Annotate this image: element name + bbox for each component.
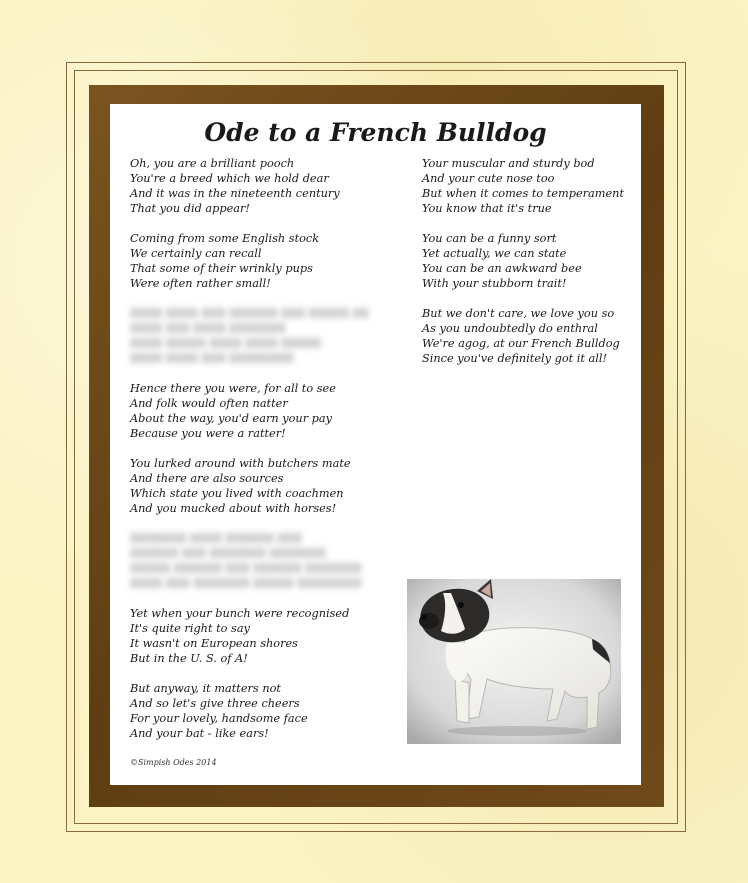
french-bulldog-photo xyxy=(407,579,621,744)
poem-line: You can be a funny sort xyxy=(422,232,557,245)
poem-line: Because you were a ratter! xyxy=(130,427,286,440)
poem-line: And your cute nose too xyxy=(422,172,555,185)
blurred-line: XXXX XXXX XXX XXXXXXXX xyxy=(130,352,294,365)
stanza xyxy=(130,681,375,741)
poem-line: Hence there you were, for all to see xyxy=(130,382,336,395)
poem-line: With your stubborn trait! xyxy=(422,277,567,290)
poem-line: But anyway, it matters not xyxy=(130,682,281,695)
poem-line: We certainly can recall xyxy=(130,247,262,260)
copyright-notice: ©Simpish Odes 2014 xyxy=(130,758,217,767)
left-column xyxy=(130,156,375,756)
poem-line: And so let's give three cheers xyxy=(130,697,300,710)
poem-line: Since you've definitely got it all! xyxy=(422,352,608,365)
poem-line: For your lovely, handsome face xyxy=(130,712,308,725)
blurred-line: XXXX XXXX XXX XXXXXX XXX XXXXX XX xyxy=(130,307,369,320)
poem-line: Were often rather small! xyxy=(130,277,271,290)
stanza xyxy=(422,156,637,216)
poem-line: But we don't care, we love you so xyxy=(422,307,615,320)
poem-line: And there are also sources xyxy=(130,472,284,485)
poem-line: And you mucked about with horses! xyxy=(130,502,337,515)
stanza xyxy=(130,381,375,441)
blurred-stanza xyxy=(130,531,375,591)
poem-line: You can be an awkward bee xyxy=(422,262,582,275)
poem-line: Oh, you are a brilliant pooch xyxy=(130,157,295,170)
stanza xyxy=(130,456,375,516)
poem-title: Ode to a French Bulldog xyxy=(204,118,547,147)
poem-line: About the way, you'd earn your pay xyxy=(130,412,333,425)
blurred-line: XXXX XXX XXXXXXX XXXXX XXXXXXXX xyxy=(130,577,362,590)
poem-line: It's quite right to say xyxy=(130,622,250,635)
poem-sheet xyxy=(110,104,641,785)
poem-line: Coming from some English stock xyxy=(130,232,320,245)
poem-line: You're a breed which we hold dear xyxy=(130,172,329,185)
blurred-line: XXXXXXX XXXX XXXXXX XXX xyxy=(130,532,302,545)
blurred-line: XXXXX XXXXXX XXX XXXXXX XXXXXXX xyxy=(130,562,362,575)
poem-line: As you undoubtedly do enthral xyxy=(422,322,598,335)
blurred-stanza xyxy=(130,306,375,366)
stanza xyxy=(130,606,375,666)
stanza xyxy=(422,231,637,291)
poem-line: Yet when your bunch were recognised xyxy=(130,607,350,620)
poem-line: Yet actually, we can state xyxy=(422,247,567,260)
poem-line: That some of their wrinkly pups xyxy=(130,262,313,275)
poem-line: Your muscular and sturdy bod xyxy=(422,157,595,170)
stanza xyxy=(130,156,375,216)
poem-line: That you did appear! xyxy=(130,202,250,215)
poem-line: And folk would often natter xyxy=(130,397,288,410)
poem-line: We're agog, at our French Bulldog xyxy=(422,337,620,350)
poem-line: But in the U. S. of A! xyxy=(130,652,248,665)
stanza xyxy=(422,306,637,366)
blurred-line: XXXXXX XXX XXXXXXX XXXXXXX xyxy=(130,547,326,560)
right-column xyxy=(422,156,637,381)
blurred-line: XXXX XXX XXXX XXXXXXX xyxy=(130,322,286,335)
poem-line: And your bat - like ears! xyxy=(130,727,269,740)
poem-line: You know that it's true xyxy=(422,202,552,215)
stanza xyxy=(130,231,375,291)
poem-line: Which state you lived with coachmen xyxy=(130,487,344,500)
poem-line: It wasn't on European shores xyxy=(130,637,298,650)
blurred-line: XXXX XXXXX XXXX XXXX XXXXX xyxy=(130,337,322,350)
poem-line: And it was in the nineteenth century xyxy=(130,187,340,200)
poem-line: You lurked around with butchers mate xyxy=(130,457,351,470)
poem-line: But when it comes to temperament xyxy=(422,187,624,200)
